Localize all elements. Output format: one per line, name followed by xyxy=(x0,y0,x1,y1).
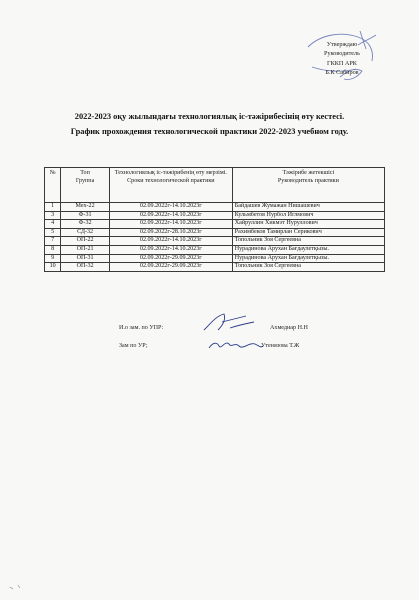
cell-group: СД-32 xyxy=(61,228,110,237)
approval-block xyxy=(294,40,390,77)
table-row xyxy=(45,263,385,272)
cell-group: ОП-21 xyxy=(61,245,110,254)
cell-group: Ф-32 xyxy=(61,220,110,229)
cell-supervisor: Хайруллин Хикмэт Нуруллович xyxy=(232,220,384,229)
approval-line: Руководитель xyxy=(324,50,360,58)
table-row xyxy=(45,220,385,229)
table-row xyxy=(45,228,385,237)
practice-schedule-table xyxy=(44,167,385,272)
cell-dates: 02.09.2022г-14.10.2023г xyxy=(109,237,232,246)
header-supervisor-ru: Руководитель практики xyxy=(277,177,339,184)
approval-line: Утверждаю xyxy=(326,41,358,48)
cell-number: 10 xyxy=(45,263,61,272)
table-header-row xyxy=(45,168,385,203)
header-group xyxy=(61,168,110,203)
header-dates-kz: Технологиялық іс-тәжірибенің өту мерзімі. xyxy=(114,170,227,176)
cell-group: Ф-31 xyxy=(61,211,110,220)
cell-group: Мех-22 xyxy=(61,203,110,212)
signature-name-upr: Ахмедиар Н.Н xyxy=(270,325,308,331)
cell-supervisor: Нурадинова Арухан Бағдаулетқызы. xyxy=(232,254,384,263)
cell-group: ОП-32 xyxy=(61,263,110,272)
header-supervisor xyxy=(232,168,384,203)
cell-dates: 02.09.2022г-29.09.2023г xyxy=(109,254,232,263)
table-row xyxy=(45,203,385,212)
cell-number: 3 xyxy=(45,211,61,220)
table-row xyxy=(45,245,385,254)
cell-number: 4 xyxy=(45,220,61,229)
cell-dates: 02.09.2022г-14.10.2023г xyxy=(109,245,232,254)
signature-name-ur: Утенязова Т.Ж xyxy=(261,343,300,349)
approval-line: ГККП АРК xyxy=(327,59,357,67)
header-group-ru: Группа xyxy=(75,177,95,184)
cell-dates: 02.09.2022г-29.09.2023г xyxy=(109,263,232,272)
cell-number: 9 xyxy=(45,254,61,263)
table-row xyxy=(45,254,385,263)
cell-number: 5 xyxy=(45,228,61,237)
header-dates xyxy=(109,168,232,203)
page-scan-marks xyxy=(8,583,38,591)
cell-dates: 02.09.2022г-14.10.2023г xyxy=(109,203,232,212)
signature-role-upr: И.о зам. по УПР: xyxy=(119,325,164,331)
header-supervisor-kz: Тәжірибе жетекшісі xyxy=(282,170,335,176)
header-dates-ru: Сроки технологической практики xyxy=(127,177,215,184)
cell-dates: 02.09.2022г-28.10.2023г xyxy=(109,228,232,237)
cell-supervisor: Рахимбеков Тамирлан Серикович xyxy=(232,228,384,237)
cell-group: ОП-22 xyxy=(61,237,110,246)
table-row xyxy=(45,237,385,246)
approval-line: Б.К Сабиров xyxy=(325,68,359,76)
cell-supervisor: Нурадинова Арухан Бағдаулетқызы. xyxy=(232,245,384,254)
document-title-kz: 2022-2023 оқу жылындағы технологиялық іс-тәжірибесінің өту кестесі. xyxy=(74,112,345,121)
cell-supervisor: Байдашев Жумажан Нишашевич xyxy=(232,203,384,212)
cell-supervisor: Топольник Зоя Сергеевна xyxy=(232,237,384,246)
cell-supervisor: Топольник Зоя Сергеевна xyxy=(232,263,384,272)
cell-supervisor: Кульмбетов Нурбол Иглмович xyxy=(232,211,384,220)
cell-group: ОП-31 xyxy=(61,254,110,263)
cell-dates: 02.09.2022г-14.10.2023г xyxy=(109,211,232,220)
signature-role-ur: Зам по УР; xyxy=(119,343,148,349)
header-number: № xyxy=(45,168,61,203)
table-row xyxy=(45,211,385,220)
cell-number: 8 xyxy=(45,245,61,254)
document-title-ru: График прохождения технологической практики 2022-2023 учебном году. xyxy=(70,127,349,136)
cell-number: 7 xyxy=(45,237,61,246)
cell-number: 1 xyxy=(45,203,61,212)
cell-dates: 02.09.2022г-14.10.2023г xyxy=(109,220,232,229)
handwritten-signature-2 xyxy=(205,336,265,354)
handwritten-signature-1 xyxy=(200,310,260,334)
header-group-kz: Топ xyxy=(80,170,90,176)
